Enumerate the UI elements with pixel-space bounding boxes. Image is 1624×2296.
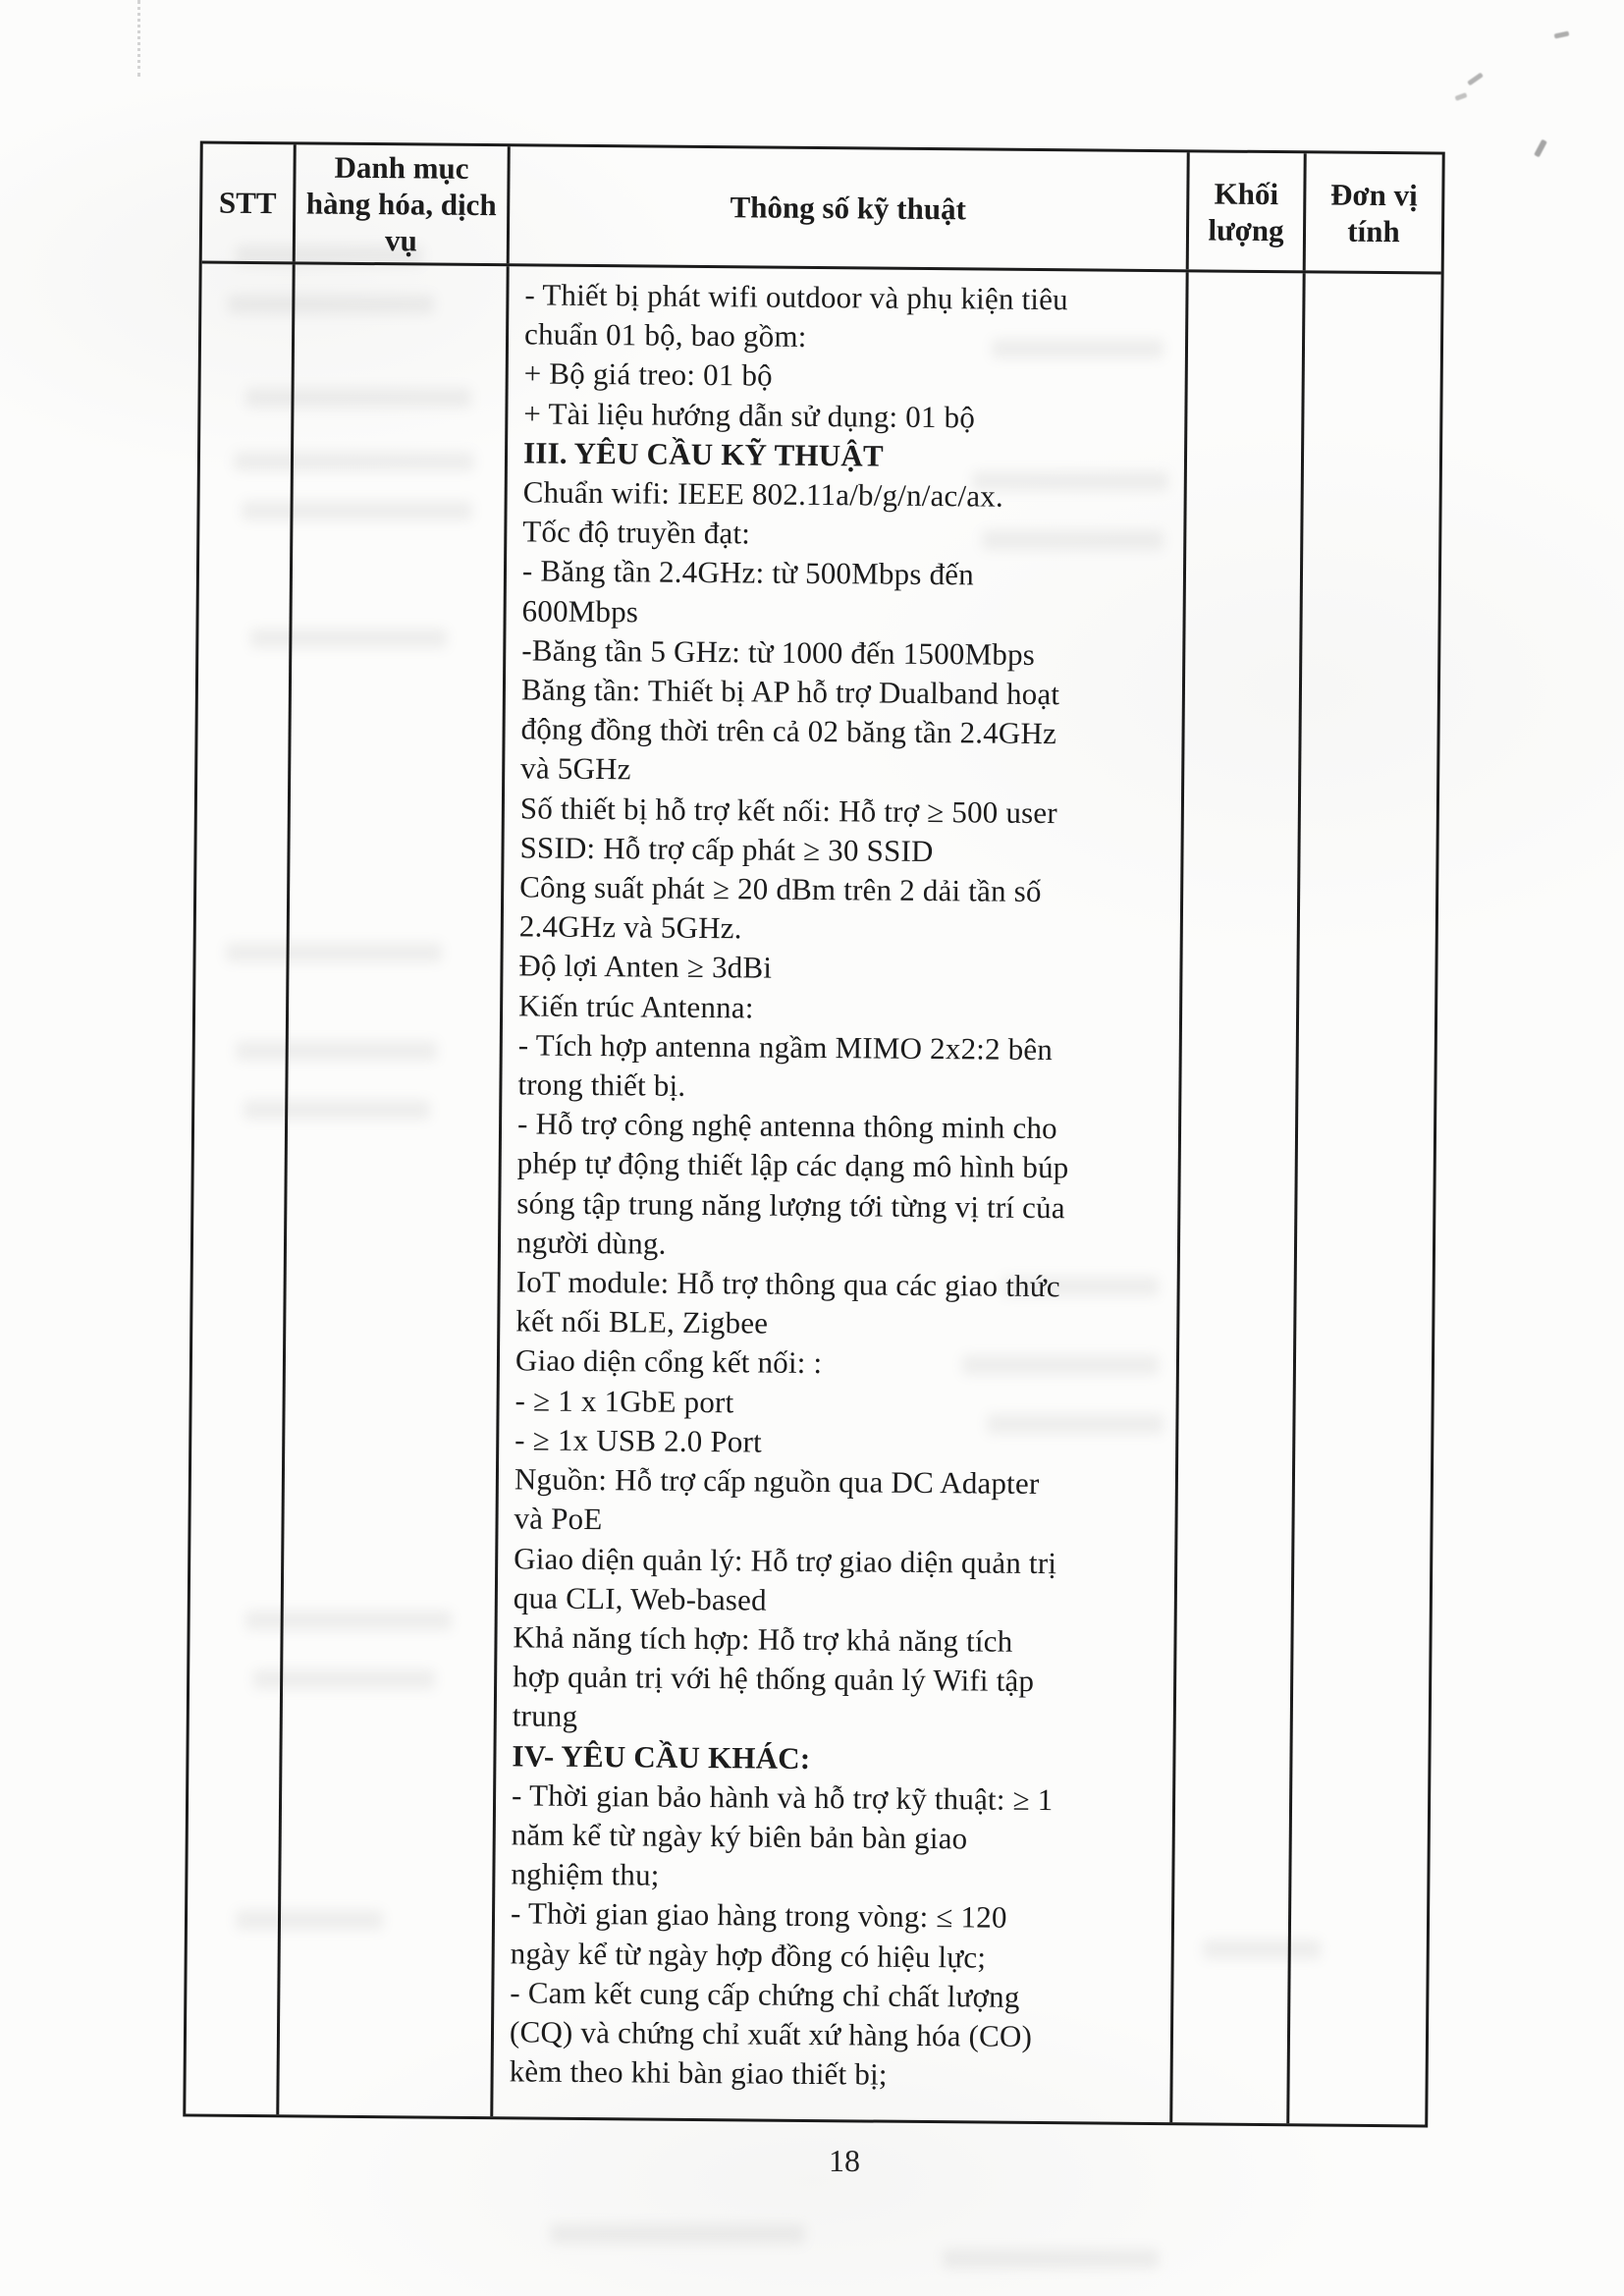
pen-mark — [1534, 139, 1547, 158]
spec-line: động đồng thời trên cả 02 băng tần 2.4GHz — [520, 711, 1057, 751]
spec-line: - ≥ 1 x 1GbE port — [514, 1383, 734, 1419]
spec-line: - Tích hợp antenna ngầm MIMO 2x2:2 bên — [517, 1027, 1054, 1066]
spec-line: sóng tập trung năng lượng tới từng vị trí của — [516, 1185, 1065, 1225]
cell-danh-muc — [279, 264, 509, 2116]
spec-line: kết nối BLE, Zigbee — [515, 1303, 769, 1340]
spec-table — [183, 141, 1445, 2128]
spec-line: kèm theo khi bàn giao thiết bị; — [509, 2053, 888, 2092]
col-header-stt: STT — [202, 144, 297, 262]
spec-line: 600Mbps — [521, 593, 639, 629]
pen-mark — [1455, 92, 1468, 101]
spec-line: và 5GHz — [520, 750, 631, 787]
spec-line: - Thời gian giao hàng trong vòng: ≤ 120 — [510, 1895, 1007, 1936]
spec-line: trong thiết bị. — [517, 1066, 686, 1103]
spec-line: Công suất phát ≥ 20 dBm trên 2 dải tần số — [519, 869, 1042, 909]
col-header-don-vi: Đơn vị tính — [1329, 177, 1418, 248]
cell-don-vi — [1289, 273, 1440, 2124]
bleed-artifact — [943, 2249, 1159, 2269]
spec-line: - ≥ 1x USB 2.0 Port — [514, 1422, 763, 1459]
spec-line: Chuẩn wifi: IEEE 802.11a/b/g/n/ac/ax. — [522, 474, 1004, 514]
spec-line: IV- YÊU CẦU KHÁC: — [512, 1737, 811, 1776]
spec-line: III. YÊU CẦU KỸ THUẬT — [522, 435, 884, 473]
cell-thong-so — [493, 266, 1188, 2122]
spec-line: (CQ) và chứng chỉ xuất xứ hàng hóa (CO) — [509, 2014, 1033, 2053]
spec-line: Số thiết bị hỗ trợ kết nối: Hỗ trợ ≥ 500 user — [519, 791, 1058, 830]
spec-line: Giao diện cổng kết nối: : — [514, 1342, 823, 1381]
col-header-khoi-luong: Khối lượng — [1189, 152, 1307, 270]
spec-lines — [493, 266, 1185, 2097]
cell-stt — [186, 264, 295, 2115]
spec-line: người dùng. — [515, 1225, 667, 1261]
spec-line: ngày kể từ ngày hợp đồng có hiệu lực; — [510, 1935, 987, 1975]
spec-line: hợp quản trị với hệ thống quản lý Wifi tập — [513, 1659, 1035, 1699]
spec-line: và PoE — [514, 1501, 603, 1537]
pen-mark — [1467, 73, 1484, 86]
spec-line: SSID: Hỗ trợ cấp phát ≥ 30 SSID — [519, 830, 934, 868]
spec-line: phép tự động thiết lập các dạng mô hình búp — [516, 1145, 1069, 1185]
scan-dotline-artifact — [137, 0, 140, 77]
col-header-danh-muc: Danh mục hàng hóa, dịch vụ — [296, 144, 511, 263]
spec-line: - Thời gian bảo hành và hỗ trợ kỹ thuật: ≥ 1 — [511, 1777, 1054, 1817]
spec-line: nghiệm thu; — [511, 1856, 660, 1892]
spec-line: - Cam kết cung cấp chứng chỉ chất lượng — [510, 1975, 1020, 2014]
spec-line: Kiến trúc Antenna: — [517, 988, 754, 1025]
spec-line: + Tài liệu hướng dẫn sử dụng: 01 bộ — [523, 396, 976, 435]
spec-line: Giao diện quản lý: Hỗ trợ giao diện quản trị — [514, 1540, 1057, 1580]
table-header-row — [202, 144, 1442, 275]
spec-line: chuẩn 01 bộ, bao gồm: — [523, 316, 807, 355]
spec-line: Tốc độ truyền đạt: — [522, 514, 751, 551]
spec-line: Nguồn: Hỗ trợ cấp nguồn qua DC Adapter — [514, 1461, 1040, 1502]
spec-line: - Thiết bị phát wifi outdoor và phụ kiện tiêu — [524, 277, 1069, 317]
spec-line: - Băng tần 2.4GHz: từ 500Mbps đến — [521, 553, 975, 592]
spec-line: Độ lợi Anten ≥ 3dBi — [518, 948, 773, 986]
spec-line: qua CLI, Web-based — [513, 1580, 767, 1617]
spec-line: trung — [512, 1698, 578, 1734]
spec-line: 2.4GHz và 5GHz. — [518, 908, 742, 946]
page-number: 18 — [829, 2143, 860, 2178]
cell-khoi-luong — [1172, 272, 1305, 2123]
spec-line: - Hỗ trợ công nghệ antenna thông minh cho — [516, 1106, 1057, 1146]
spec-line: + Bộ giá treo: 01 bộ — [523, 355, 773, 394]
spec-line: Khả năng tích hợp: Hỗ trợ khả năng tích — [513, 1619, 1013, 1659]
bleed-artifact — [550, 2224, 805, 2244]
spec-line: IoT module: Hỗ trợ thông qua các giao thức — [515, 1264, 1060, 1304]
table-body-row — [186, 264, 1440, 2125]
pen-mark — [1554, 30, 1570, 38]
spec-line: Băng tần: Thiết bị AP hỗ trợ Dualband hoạt — [520, 672, 1060, 712]
col-header-thong-so: Thông số kỹ thuật — [510, 146, 1190, 269]
spec-line: năm kể từ ngày ký biên bản bàn giao — [511, 1817, 968, 1856]
spec-line: -Băng tần 5 GHz: từ 1000 đến 1500Mbps — [521, 632, 1036, 672]
